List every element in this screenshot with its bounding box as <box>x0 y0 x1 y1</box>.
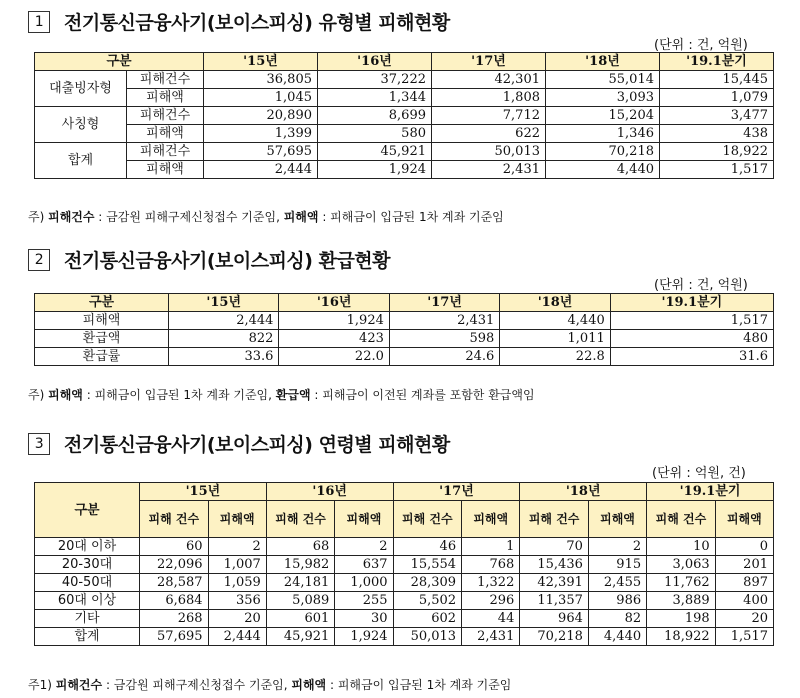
value-cell: 3,063 <box>647 556 716 574</box>
value-cell: 356 <box>208 592 266 610</box>
subheader-count: 피해 건수 <box>140 501 209 538</box>
table-row <box>35 89 774 107</box>
value-cell: 57,695 <box>204 143 318 161</box>
row-label: 60대 이상 <box>35 592 140 610</box>
value-cell: 50,013 <box>393 628 462 646</box>
value-cell: 31.6 <box>610 348 773 366</box>
value-cell: 768 <box>462 556 520 574</box>
table-row <box>35 330 774 348</box>
group-label: 대출빙자형 <box>35 71 127 107</box>
value-cell: 1,079 <box>660 89 774 107</box>
value-cell: 1,059 <box>208 574 266 592</box>
value-cell: 15,436 <box>520 556 589 574</box>
value-cell: 18,922 <box>660 143 774 161</box>
value-cell: 1,007 <box>208 556 266 574</box>
value-cell: 2,455 <box>588 574 646 592</box>
value-cell: 1,924 <box>318 161 432 179</box>
row-label: 피해액 <box>127 125 204 143</box>
header-year: '17년 <box>389 294 499 312</box>
value-cell: 2 <box>208 538 266 556</box>
value-cell: 22.0 <box>279 348 389 366</box>
value-cell: 915 <box>588 556 646 574</box>
value-cell: 42,391 <box>520 574 589 592</box>
row-label: 피해건수 <box>127 143 204 161</box>
section-number: 3 <box>28 433 50 455</box>
value-cell: 2 <box>588 538 646 556</box>
table-row <box>35 107 774 125</box>
value-cell: 70 <box>520 538 589 556</box>
section-1-title <box>28 8 450 35</box>
section-3-title <box>28 430 450 457</box>
value-cell: 1,924 <box>279 312 389 330</box>
footnote-3 <box>28 676 511 693</box>
header-year: '18년 <box>520 483 647 501</box>
value-cell: 897 <box>715 574 773 592</box>
note-key: 피해건수 <box>55 678 103 692</box>
value-cell: 4,440 <box>588 628 646 646</box>
note-key: 환급액 <box>275 388 311 402</box>
note-key: 피해액 <box>48 388 83 402</box>
header-year: '17년 <box>432 53 546 71</box>
table-row <box>35 628 774 646</box>
subheader-amount: 피해액 <box>715 501 773 538</box>
value-cell: 3,093 <box>546 89 660 107</box>
value-cell: 33.6 <box>169 348 279 366</box>
value-cell: 8,699 <box>318 107 432 125</box>
section-title: 전기통신금융사기(보이스피싱) 연령별 피해현황 <box>64 434 450 456</box>
value-cell: 10 <box>647 538 716 556</box>
value-cell: 1,344 <box>318 89 432 107</box>
value-cell: 438 <box>660 125 774 143</box>
value-cell: 580 <box>318 125 432 143</box>
note-text: : 금감원 피해구제신청접수 기준임, <box>94 210 284 224</box>
value-cell: 255 <box>335 592 393 610</box>
value-cell: 7,712 <box>432 107 546 125</box>
value-cell: 1,322 <box>462 574 520 592</box>
value-cell: 5,089 <box>266 592 335 610</box>
value-cell: 22.8 <box>500 348 610 366</box>
value-cell: 2,444 <box>169 312 279 330</box>
value-cell: 55,014 <box>546 71 660 89</box>
header-year: '15년 <box>140 483 267 501</box>
value-cell: 2,431 <box>432 161 546 179</box>
row-label: 피해액 <box>127 161 204 179</box>
header-year: '19.1분기 <box>610 294 773 312</box>
value-cell: 602 <box>393 610 462 628</box>
note-text: : 피해금이 입금된 1차 계좌 기준임, <box>82 388 276 402</box>
value-cell: 15,445 <box>660 71 774 89</box>
table-row <box>35 125 774 143</box>
note-prefix: 주1) <box>28 678 52 692</box>
value-cell: 20 <box>208 610 266 628</box>
value-cell: 24.6 <box>389 348 499 366</box>
value-cell: 15,204 <box>546 107 660 125</box>
table-row <box>35 538 774 556</box>
value-cell: 601 <box>266 610 335 628</box>
row-label: 합계 <box>35 628 140 646</box>
header-year: '15년 <box>169 294 279 312</box>
value-cell: 423 <box>279 330 389 348</box>
row-label: 20-30대 <box>35 556 140 574</box>
header-year: '17년 <box>393 483 520 501</box>
value-cell: 268 <box>140 610 209 628</box>
footnote-1 <box>28 208 504 225</box>
header-year: '16년 <box>279 294 389 312</box>
value-cell: 70,218 <box>546 143 660 161</box>
subheader-amount: 피해액 <box>462 501 520 538</box>
value-cell: 2,431 <box>462 628 520 646</box>
value-cell: 6,684 <box>140 592 209 610</box>
table-row <box>35 592 774 610</box>
table-row <box>35 161 774 179</box>
value-cell: 24,181 <box>266 574 335 592</box>
value-cell: 986 <box>588 592 646 610</box>
section-title: 전기통신금융사기(보이스피싱) 유형별 피해현황 <box>64 12 450 34</box>
value-cell: 82 <box>588 610 646 628</box>
table-row <box>35 556 774 574</box>
value-cell: 400 <box>715 592 773 610</box>
row-label: 환급률 <box>35 348 169 366</box>
value-cell: 3,889 <box>647 592 716 610</box>
value-cell: 1,808 <box>432 89 546 107</box>
value-cell: 57,695 <box>140 628 209 646</box>
header-year: '19.1분기 <box>647 483 774 501</box>
value-cell: 45,921 <box>266 628 335 646</box>
header-gubun: 구분 <box>35 294 169 312</box>
note-prefix: 주) <box>28 210 45 224</box>
value-cell: 20 <box>715 610 773 628</box>
value-cell: 2,444 <box>204 161 318 179</box>
value-cell: 45,921 <box>318 143 432 161</box>
unit-label: (단위 : 건, 억원) <box>654 278 748 293</box>
header-year: '15년 <box>204 53 318 71</box>
value-cell: 5,502 <box>393 592 462 610</box>
row-label: 40-50대 <box>35 574 140 592</box>
value-cell: 50,013 <box>432 143 546 161</box>
subheader-count: 피해 건수 <box>393 501 462 538</box>
damage-by-type-table <box>34 52 774 179</box>
section-title: 전기통신금융사기(보이스피싱) 환급현황 <box>64 250 391 272</box>
value-cell: 964 <box>520 610 589 628</box>
table-row <box>35 574 774 592</box>
subheader-amount: 피해액 <box>208 501 266 538</box>
value-cell: 4,440 <box>546 161 660 179</box>
value-cell: 2,431 <box>389 312 499 330</box>
value-cell: 11,762 <box>647 574 716 592</box>
value-cell: 36,805 <box>204 71 318 89</box>
value-cell: 0 <box>715 538 773 556</box>
footnote-2 <box>28 386 535 403</box>
header-year: '19.1분기 <box>660 53 774 71</box>
value-cell: 201 <box>715 556 773 574</box>
value-cell: 68 <box>266 538 335 556</box>
value-cell: 70,218 <box>520 628 589 646</box>
section-2-title <box>28 246 390 273</box>
unit-label: (단위 : 건, 억원) <box>654 38 748 53</box>
value-cell: 18,922 <box>647 628 716 646</box>
note-text: : 금감원 피해구제신청접수 기준임, <box>102 678 292 692</box>
refund-table <box>34 293 774 366</box>
value-cell: 15,982 <box>266 556 335 574</box>
note-text: : 피해금이 입금된 1차 계좌 기준임 <box>326 678 512 692</box>
row-label: 피해건수 <box>127 107 204 125</box>
value-cell: 30 <box>335 610 393 628</box>
value-cell: 15,554 <box>393 556 462 574</box>
note-key: 피해액 <box>291 678 327 692</box>
value-cell: 1,517 <box>610 312 773 330</box>
subheader-amount: 피해액 <box>335 501 393 538</box>
value-cell: 598 <box>389 330 499 348</box>
value-cell: 60 <box>140 538 209 556</box>
value-cell: 198 <box>647 610 716 628</box>
value-cell: 1,924 <box>335 628 393 646</box>
table-row <box>35 348 774 366</box>
value-cell: 20,890 <box>204 107 318 125</box>
table-row <box>35 143 774 161</box>
subheader-count: 피해 건수 <box>520 501 589 538</box>
row-label: 환급액 <box>35 330 169 348</box>
value-cell: 22,096 <box>140 556 209 574</box>
value-cell: 822 <box>169 330 279 348</box>
value-cell: 4,440 <box>500 312 610 330</box>
note-key: 피해건수 <box>48 210 95 224</box>
note-text: : 피해금이 이전된 계좌를 포함한 환급액임 <box>310 388 535 402</box>
subheader-count: 피해 건수 <box>647 501 716 538</box>
row-label: 기타 <box>35 610 140 628</box>
value-cell: 2,444 <box>208 628 266 646</box>
row-label: 피해건수 <box>127 71 204 89</box>
value-cell: 1,000 <box>335 574 393 592</box>
value-cell: 2 <box>335 538 393 556</box>
value-cell: 622 <box>432 125 546 143</box>
row-label: 20대 이하 <box>35 538 140 556</box>
value-cell: 46 <box>393 538 462 556</box>
value-cell: 1,399 <box>204 125 318 143</box>
damage-by-age-table <box>34 482 774 646</box>
value-cell: 1,517 <box>660 161 774 179</box>
value-cell: 42,301 <box>432 71 546 89</box>
subheader-amount: 피해액 <box>588 501 646 538</box>
value-cell: 44 <box>462 610 520 628</box>
table-row <box>35 71 774 89</box>
value-cell: 1 <box>462 538 520 556</box>
header-year: '16년 <box>266 483 393 501</box>
row-label: 피해액 <box>35 312 169 330</box>
value-cell: 1,011 <box>500 330 610 348</box>
group-label: 사칭형 <box>35 107 127 143</box>
note-key: 피해액 <box>283 210 319 224</box>
header-year: '18년 <box>500 294 610 312</box>
header-gubun: 구분 <box>35 483 140 538</box>
header-year: '18년 <box>546 53 660 71</box>
value-cell: 28,587 <box>140 574 209 592</box>
value-cell: 37,222 <box>318 71 432 89</box>
header-year: '16년 <box>318 53 432 71</box>
value-cell: 1,517 <box>715 628 773 646</box>
value-cell: 28,309 <box>393 574 462 592</box>
value-cell: 1,045 <box>204 89 318 107</box>
value-cell: 1,346 <box>546 125 660 143</box>
row-label: 피해액 <box>127 89 204 107</box>
value-cell: 296 <box>462 592 520 610</box>
value-cell: 3,477 <box>660 107 774 125</box>
subheader-count: 피해 건수 <box>266 501 335 538</box>
note-text: : 피해금이 입금된 1차 계좌 기준임 <box>318 210 504 224</box>
header-gubun: 구분 <box>35 53 204 71</box>
section-number: 2 <box>28 249 50 271</box>
section-number: 1 <box>28 11 50 33</box>
unit-label: (단위 : 억원, 건) <box>652 466 746 481</box>
note-prefix: 주) <box>28 388 45 402</box>
table-row <box>35 312 774 330</box>
table-row <box>35 610 774 628</box>
value-cell: 480 <box>610 330 773 348</box>
value-cell: 637 <box>335 556 393 574</box>
value-cell: 11,357 <box>520 592 589 610</box>
group-label: 합계 <box>35 143 127 179</box>
